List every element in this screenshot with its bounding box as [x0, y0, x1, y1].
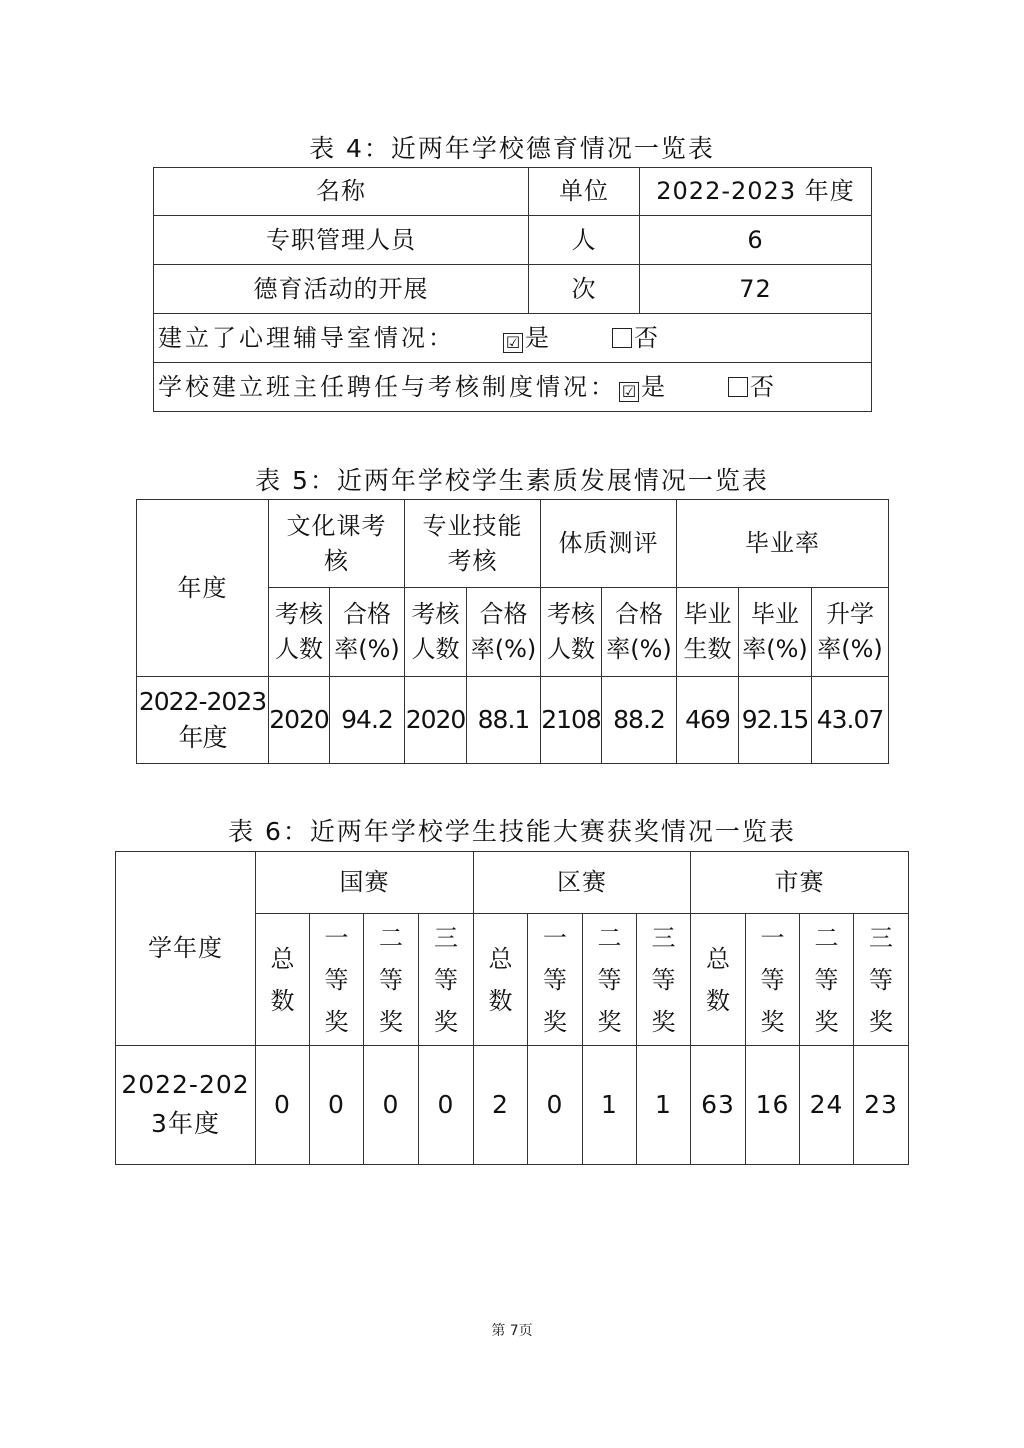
table4-cell-value: 6 — [640, 216, 872, 265]
table4-header-row — [154, 168, 872, 216]
checkbox-unchecked-icon[interactable] — [612, 328, 632, 348]
table6-value-cell: 0 — [256, 1046, 310, 1165]
no-label: 否 — [634, 323, 661, 352]
counseling-room-label: 建立了心理辅导室情况： — [158, 323, 455, 352]
table5-subheader: 毕业生数 — [677, 588, 739, 677]
table6-subheader: 一等奖 — [528, 914, 583, 1046]
table6-subheader: 三等奖 — [637, 914, 691, 1046]
table5-group-graduation: 毕业率 — [677, 500, 889, 588]
table4-check-row-counseling — [154, 314, 872, 363]
table6-subheader: 一等奖 — [310, 914, 364, 1046]
page-number: 第 7页 — [491, 1323, 533, 1339]
table6-group-regional: 区赛 — [474, 852, 691, 914]
table6-year-header: 学年度 — [116, 852, 256, 1046]
table5-value-cell: 469 — [677, 677, 739, 764]
table6-value-cell: 23 — [854, 1046, 909, 1165]
table4-cell-unit: 人 — [529, 216, 640, 265]
table6-subheader: 总数 — [256, 914, 310, 1046]
table4-header-year: 2022-2023 年度 — [640, 168, 872, 216]
table6-subheader: 二等奖 — [364, 914, 419, 1046]
table6-value-cell: 0 — [419, 1046, 474, 1165]
table-row — [116, 1046, 909, 1165]
table5-value-cell: 43.07 — [812, 677, 889, 764]
table5-value-cell: 2020 — [269, 677, 330, 764]
table-row — [154, 265, 872, 314]
table6-value-cell: 24 — [800, 1046, 854, 1165]
table5 — [136, 499, 889, 764]
table6-value-cell: 2 — [474, 1046, 528, 1165]
table6-subheader: 总数 — [474, 914, 528, 1046]
table6-group-national: 国赛 — [256, 852, 474, 914]
table6 — [115, 851, 909, 1165]
table4-header-unit: 单位 — [529, 168, 640, 216]
table5-subheader: 毕业率(%) — [739, 588, 812, 677]
table5-value-cell: 88.2 — [602, 677, 677, 764]
table6-value-cell: 0 — [528, 1046, 583, 1165]
table6-group-row — [116, 852, 909, 914]
table4-cell-value: 72 — [640, 265, 872, 314]
table4-check-row-headteacher — [154, 363, 872, 412]
table5-group-skill: 专业技能考核 — [405, 500, 541, 588]
table5-year-cell: 2022-2023年度 — [137, 677, 269, 764]
table6-year-cell: 2022-2023年度 — [116, 1046, 256, 1165]
table6-value-cell: 0 — [364, 1046, 419, 1165]
checkbox-checked-icon[interactable]: ☑ — [503, 333, 523, 353]
table5-value-cell: 2020 — [405, 677, 467, 764]
table6-subheader: 三等奖 — [854, 914, 909, 1046]
table6-group-city: 市赛 — [691, 852, 909, 914]
table5-value-cell: 94.2 — [330, 677, 405, 764]
table4 — [153, 167, 872, 412]
table5-subheader: 合格率(%) — [602, 588, 677, 677]
table6-subheader: 三等奖 — [419, 914, 474, 1046]
table4-header-name: 名称 — [154, 168, 529, 216]
table5-caption: 表 5：近两年学校学生素质发展情况一览表 — [255, 466, 769, 495]
table6-subheader: 二等奖 — [583, 914, 637, 1046]
table5-subheader: 合格率(%) — [467, 588, 541, 677]
table-row — [154, 216, 872, 265]
headteacher-system-label: 学校建立班主任聘任与考核制度情况： — [158, 372, 617, 401]
table5-value-cell: 92.15 — [739, 677, 812, 764]
table5-subheader: 合格率(%) — [330, 588, 405, 677]
yes-label: 是 — [525, 323, 552, 352]
table4-caption: 表 4：近两年学校德育情况一览表 — [309, 134, 715, 163]
yes-label: 是 — [641, 372, 668, 401]
checkbox-unchecked-icon[interactable] — [728, 377, 748, 397]
table6-subheader: 一等奖 — [746, 914, 800, 1046]
table-row — [137, 677, 889, 764]
table5-year-header: 年度 — [137, 500, 269, 677]
table6-value-cell: 1 — [637, 1046, 691, 1165]
no-label: 否 — [750, 372, 777, 401]
table4-cell-name: 专职管理人员 — [154, 216, 529, 265]
table4-cell-unit: 次 — [529, 265, 640, 314]
table4-cell-name: 德育活动的开展 — [154, 265, 529, 314]
table6-value-cell: 0 — [310, 1046, 364, 1165]
table5-group-row — [137, 500, 889, 588]
table5-subheader: 考核人数 — [269, 588, 330, 677]
table6-caption: 表 6：近两年学校学生技能大赛获奖情况一览表 — [228, 817, 796, 846]
table5-group-fitness: 体质测评 — [541, 500, 677, 588]
table5-group-culture: 文化课考核 — [269, 500, 405, 588]
table5-subheader: 考核人数 — [541, 588, 602, 677]
table6-value-cell: 63 — [691, 1046, 746, 1165]
table5-subheader: 升学率(%) — [812, 588, 889, 677]
checkbox-checked-icon[interactable]: ☑ — [619, 382, 639, 402]
table6-subheader: 二等奖 — [800, 914, 854, 1046]
table6-value-cell: 16 — [746, 1046, 800, 1165]
table6-value-cell: 1 — [583, 1046, 637, 1165]
table5-value-cell: 2108 — [541, 677, 602, 764]
table6-subheader: 总数 — [691, 914, 746, 1046]
table5-value-cell: 88.1 — [467, 677, 541, 764]
table5-subheader: 考核人数 — [405, 588, 467, 677]
